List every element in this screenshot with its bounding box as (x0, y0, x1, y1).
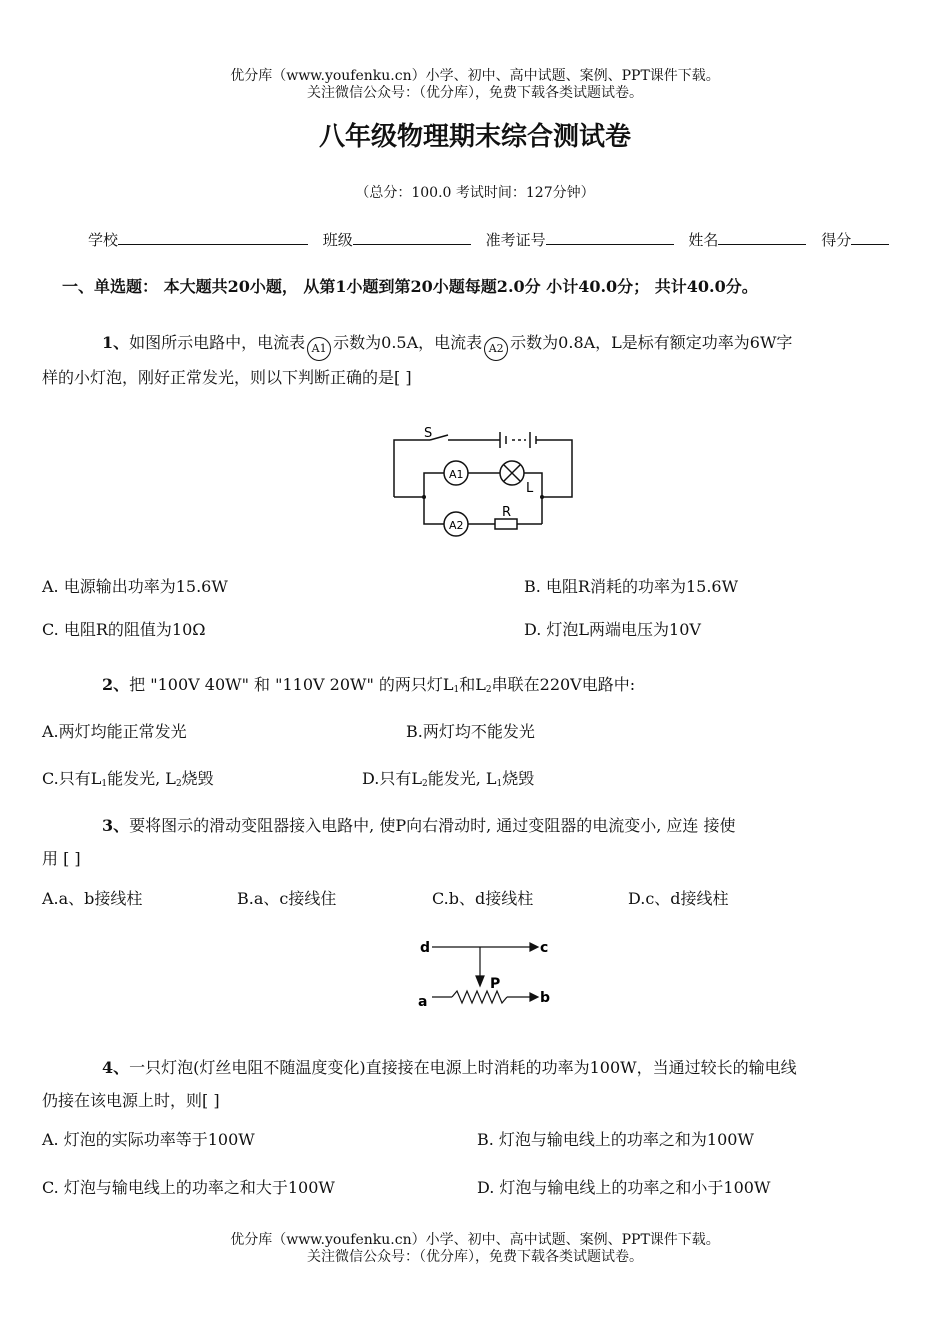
resistor-label: R (502, 505, 512, 520)
q2-option-a[interactable]: A.两灯均能正常发光 (42, 722, 187, 741)
question-number: 1、 (102, 333, 130, 352)
q2-d-text-c: 烧毁 (502, 769, 535, 788)
footer-line-2: 关注微信公众号：（优分库），免费下载各类试题试卷。 (307, 1249, 643, 1265)
q4-line-2: 仍接在该电源上时，则[ ] (42, 1091, 220, 1110)
circuit-diagram (380, 420, 590, 545)
q2-sub-2: 2 (485, 685, 492, 695)
q3-line-2: 用 [ ] (42, 849, 81, 868)
q3-option-b[interactable]: B.a、c接线住 (237, 889, 337, 908)
q2-d-text-a: D.只有L (362, 769, 422, 788)
q3-option-d[interactable]: D.c、d接线柱 (628, 889, 729, 908)
q4-option-b[interactable]: B. 灯泡与输电线上的功率之和为100W (477, 1130, 754, 1149)
rheostat-diagram (410, 930, 560, 1015)
slider-p: P (490, 976, 501, 992)
q2-option-c[interactable] (42, 766, 214, 789)
question-4 (42, 1051, 922, 1117)
page-title: 八年级物理期末综合测试卷 (318, 122, 631, 152)
terminal-d: d (420, 940, 431, 956)
footer-line-1: 优分库（www.youfenku.cn）小学、初中、高中试题、案例、PPT课件下载。 (230, 1232, 720, 1248)
q1-line-2: 样的小灯泡，刚好正常发光，则以下判断正确的是[ ] (42, 368, 412, 387)
q2-c-sub-1: 1 (101, 779, 108, 789)
class-label: 班级 (322, 231, 353, 249)
ammeter-a2-icon: A2 (484, 337, 508, 361)
q2-c-sub-2: 2 (175, 779, 182, 789)
resistor-icon (452, 991, 507, 1003)
q2-text-b: 和L (459, 675, 486, 694)
q4-option-a[interactable]: A. 灯泡的实际功率等于100W (42, 1130, 255, 1149)
q2-d-text-b: 能发光, L (427, 769, 497, 788)
terminal-c: c (540, 940, 549, 956)
question-3 (42, 809, 922, 875)
switch-label: S (424, 426, 433, 441)
terminal-a: a (418, 994, 428, 1010)
q1-option-b[interactable]: B. 电阻R消耗的功率为15.6W (524, 577, 739, 596)
info-row (88, 229, 899, 250)
name-field[interactable] (718, 230, 806, 245)
q1-option-a[interactable]: A. 电源输出功率为15.6W (42, 577, 228, 596)
q3-text: 要将图示的滑动变阻器接入电路中, 使P向右滑动时, 通过变阻器的电流变小, 应连 接使 (129, 816, 736, 835)
q2-option-d[interactable] (362, 766, 534, 789)
q2-c-text-a: C.只有L (42, 769, 102, 788)
question-number: 3、 (102, 816, 130, 835)
q2-text-c: 串联在220V电路中: (491, 675, 636, 694)
q3-option-a[interactable]: A.a、b接线柱 (42, 889, 143, 908)
question-number: 4、 (102, 1058, 130, 1077)
q1-text-c: 示数为0.8A，L是标有额定功率为6W字 (510, 333, 793, 352)
a1-label: A1 (449, 468, 464, 481)
switch-icon (430, 435, 448, 440)
q1-option-c[interactable]: C. 电阻R的阻值为10Ω (42, 620, 206, 639)
q2-text-a: 把 "100V 40W" 和 "110V 20W" 的两只灯L (129, 675, 454, 694)
question-1 (42, 326, 922, 394)
q2-sub-1: 1 (453, 685, 460, 695)
q4-option-d[interactable]: D. 灯泡与输电线上的功率之和小于100W (477, 1178, 771, 1197)
question-number: 2、 (102, 675, 130, 694)
exam-no-field[interactable] (546, 230, 674, 245)
q1-text-a: 如图所示电路中，电流表 (129, 333, 306, 352)
question-2 (102, 672, 635, 695)
terminal-b: b (540, 990, 551, 1006)
school-field[interactable] (118, 230, 308, 245)
q2-c-text-b: 能发光, L (107, 769, 176, 788)
q2-d-sub-1: 2 (421, 779, 428, 789)
header-line-1: 优分库（www.youfenku.cn）小学、初中、高中试题、案例、PPT课件下载。 (230, 68, 720, 84)
exam-meta: （总分：100.0 考试时间：127分钟） (355, 185, 595, 201)
exam-no-label: 准考证号 (485, 231, 546, 249)
ammeter-a1-icon: A1 (307, 337, 331, 361)
section-heading: 一、单选题： 本大题共20小题， 从第1小题到第20小题每题2.0分 小计40.0分； 共计40.0分。 (62, 277, 758, 296)
q4-option-c[interactable]: C. 灯泡与输电线上的功率之和大于100W (42, 1178, 335, 1197)
lamp-label: L (526, 481, 534, 496)
q4-text: 一只灯泡(灯丝电阻不随温度变化)直接接在电源上时消耗的功率为100W，当通过较长的输电线 (129, 1058, 797, 1077)
q1-text-b: 示数为0.5A，电流表 (333, 333, 483, 352)
name-label: 姓名 (688, 231, 719, 249)
class-field[interactable] (353, 230, 471, 245)
q2-option-b[interactable]: B.两灯均不能发光 (406, 722, 535, 741)
score-label: 得分 (821, 231, 852, 249)
q3-option-c[interactable]: C.b、d接线柱 (432, 889, 534, 908)
school-label: 学校 (88, 231, 119, 249)
header-line-2: 关注微信公众号：（优分库），免费下载各类试题试卷。 (307, 85, 643, 101)
a2-label: A2 (449, 519, 464, 532)
resistor-icon (495, 519, 517, 529)
q1-option-d[interactable]: D. 灯泡L两端电压为10V (524, 620, 701, 639)
q2-c-text-c: 烧毁 (181, 769, 214, 788)
score-field[interactable] (851, 230, 889, 245)
q2-d-sub-2: 1 (496, 779, 503, 789)
